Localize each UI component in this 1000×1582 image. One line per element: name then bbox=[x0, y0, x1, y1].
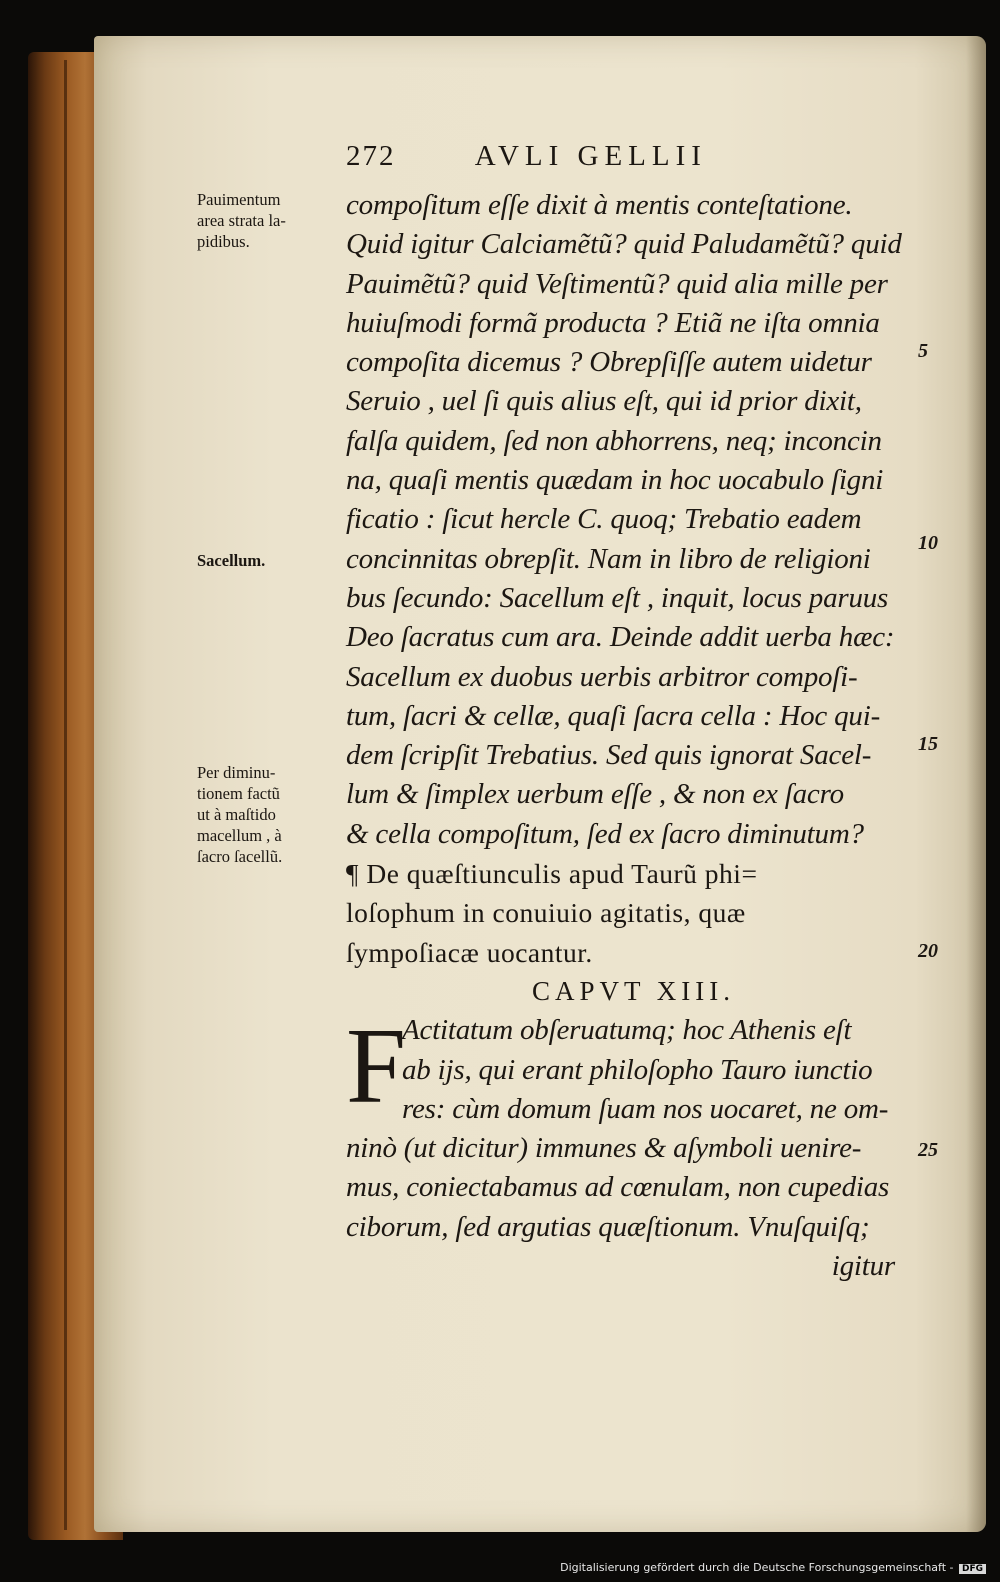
text-line: compoſitum eſſe dixit à mentis conteſtatione. bbox=[346, 189, 853, 221]
text-line: ciborum, ſed argutias quæſtionum. Vnuſquiſq; bbox=[346, 1210, 870, 1243]
text-line: huiuſmodi formã producta ? Etiã ne iſta omnia bbox=[346, 306, 880, 339]
margin-note-line: tionem factũ bbox=[197, 784, 280, 803]
main-text-block bbox=[346, 186, 921, 1286]
chapter-opening bbox=[346, 1007, 921, 1247]
dfg-logo: DFG bbox=[959, 1564, 986, 1574]
footer-text: Digitalisierung gefördert durch die Deutsche Forschungsgemeinschaft - bbox=[560, 1561, 954, 1574]
margin-note-line: Per diminu- bbox=[197, 763, 276, 782]
text-line: & cella compoſitum, ſed ex ſacro diminutum? bbox=[346, 817, 864, 850]
chapter-heading-line: loſophum in conuiuio agitatis, quæ bbox=[346, 897, 746, 929]
line-number-5: 5 bbox=[918, 340, 928, 362]
text-line: ab ijs, qui erant philoſopho Tauro iunctio bbox=[402, 1053, 873, 1086]
line-number-15: 15 bbox=[918, 733, 938, 755]
margin-note-line: Sacellum. bbox=[197, 551, 266, 570]
text-line: compoſita dicemus ? Obrepſiſſe autem uidetur bbox=[346, 346, 872, 379]
running-title: AVLI GELLII bbox=[474, 140, 707, 172]
text-line: mus, coniectabamus ad cœnulam, non cupedias bbox=[346, 1171, 890, 1204]
drop-cap: F bbox=[346, 1007, 407, 1127]
margin-note-line: ut à maſtido bbox=[197, 805, 276, 824]
margin-note-line: pidibus. bbox=[197, 232, 250, 251]
running-head bbox=[346, 140, 707, 173]
margin-note-diminutio bbox=[197, 762, 282, 867]
text-line: ninò (ut dicitur) immunes & aſymboli uenire- bbox=[346, 1132, 862, 1165]
text-line: ficatio : ſicut hercle C. quoq; Trebatio eadem bbox=[346, 503, 862, 536]
text-line: na, quaſi mentis quædam in hoc uocabulo ſigni bbox=[346, 464, 884, 497]
chapter-number: CAPVT XIII. bbox=[532, 975, 735, 1006]
margin-note-sacellum bbox=[197, 550, 265, 571]
text-line: tum, ſacri & cellæ, quaſi ſacra cella : Hoc qui- bbox=[346, 699, 881, 732]
text-line: bus ſecundo: Sacellum eſt , inquit, locus paruus bbox=[346, 581, 889, 614]
line-number-20: 20 bbox=[918, 940, 938, 962]
margin-note-pauimentum bbox=[197, 189, 286, 252]
line-number-25: 25 bbox=[918, 1139, 938, 1161]
margin-note-line: Pauimentum bbox=[197, 190, 281, 209]
page-gutter-shadow bbox=[966, 36, 986, 1532]
line-number-10: 10 bbox=[918, 532, 938, 554]
text-line: concinnitas obrepſit. Nam in libro de religioni bbox=[346, 542, 871, 575]
text-line: falſa quidem, ſed non abhorrens, neq; inconcin bbox=[346, 424, 882, 457]
page-number: 272 bbox=[346, 140, 396, 172]
margin-note-line: ſacro ſacellũ. bbox=[197, 847, 283, 866]
text-line: Quid igitur Calciamẽtũ? quid Paludamẽtũ? quid bbox=[346, 228, 902, 261]
text-line: res: cùm domum ſuam nos uocaret, ne om- bbox=[402, 1092, 889, 1125]
text-line: Actitatum obſeruatumq; hoc Athenis eſt bbox=[402, 1014, 852, 1047]
text-line: lum & ſimplex uerbum eſſe , & non ex ſacro bbox=[346, 778, 844, 811]
margin-note-line: macellum , à bbox=[197, 826, 282, 845]
text-line: Deo ſacratus cum ara. Deinde addit uerba hæc: bbox=[346, 621, 895, 654]
book-edge-line bbox=[64, 60, 67, 1530]
text-line: Pauimẽtũ? quid Veſtimentũ? quid alia mille per bbox=[346, 267, 888, 300]
catchword: igitur bbox=[831, 1250, 895, 1283]
text-line: Sacellum ex duobus uerbis arbitror compoſi- bbox=[346, 660, 858, 693]
funding-footer bbox=[560, 1561, 986, 1574]
chapter-heading-line: ſympoſiacæ uocantur. bbox=[346, 936, 593, 968]
text-line: dem ſcripſit Trebatius. Sed quis ignorat Sacel- bbox=[346, 739, 872, 772]
text-line: Seruio , uel ſi quis alius eſt, qui id prior dixit, bbox=[346, 385, 862, 418]
chapter-heading-line: ¶ De quæſtiunculis apud Taurũ phi= bbox=[346, 858, 758, 890]
margin-note-line: area strata la- bbox=[197, 211, 286, 230]
